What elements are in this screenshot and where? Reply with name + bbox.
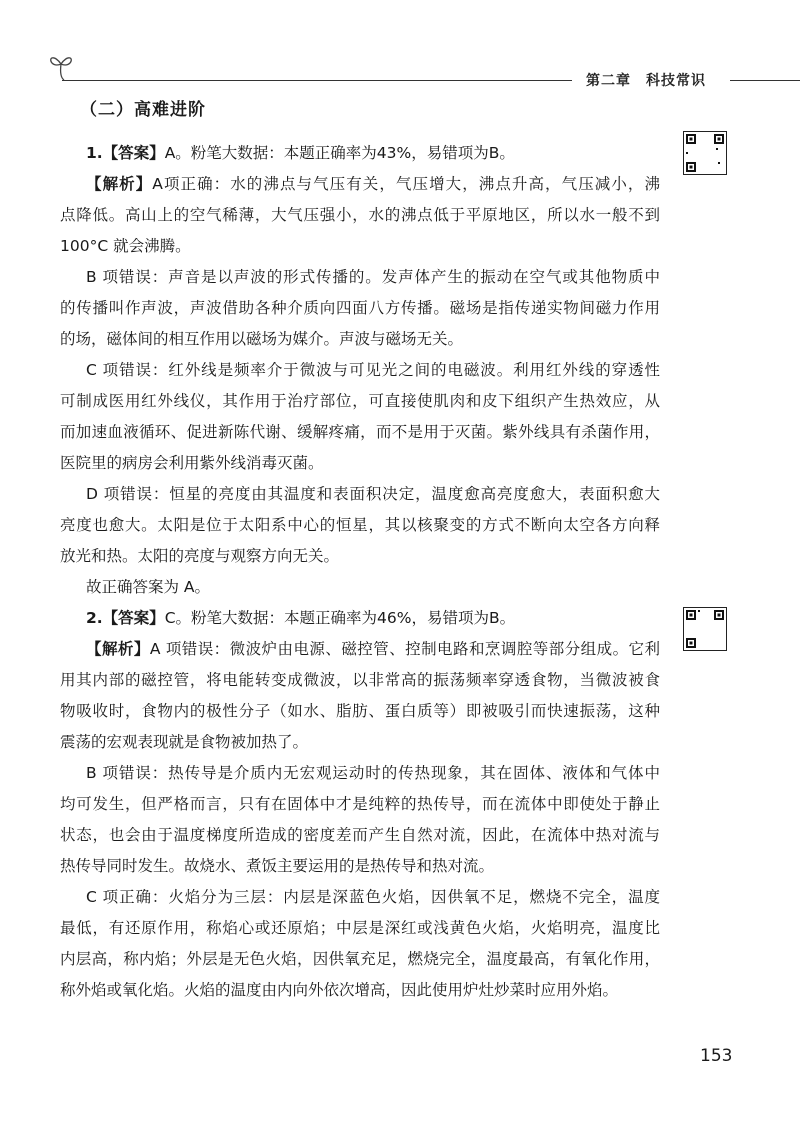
text-line (60, 541, 660, 572)
line-text: 的传播叫作声波，声波借助各种介质向四面八方传播。磁场是指传递实物间磁力作用 (60, 299, 660, 317)
line-text: 医院里的病房会利用紫外线消毒灭菌。 (60, 454, 324, 472)
qr-code-1[interactable] (683, 131, 727, 175)
paragraph (60, 479, 660, 572)
text-line (60, 262, 660, 293)
text-line (60, 510, 660, 541)
line-text: A 项错误：微波炉由电源、磁控管、控制电路和烹调腔等部分组成。它利 (149, 640, 660, 658)
bold-label: 【解析】 (86, 640, 150, 658)
line-text: 热传导同时发生。故烧水、煮饭主要运用的是热传导和热对流。 (60, 857, 495, 875)
line-text: 可制成医用红外线仪，其作用于治疗部位，可直接使肌肉和皮下组织产生热效应，从 (60, 392, 660, 410)
sprout-icon (46, 50, 76, 84)
line-text: 物吸收时，食物内的极性分子（如水、脂肪、蛋白质等）即被吸引而快速振荡，这种 (60, 702, 660, 720)
text-line (60, 789, 660, 820)
line-text: B 项错误：热传导是介质内无宏观运动时的传热现象，其在固体、液体和气体中 (86, 764, 660, 782)
text-line (60, 200, 660, 231)
paragraph (60, 882, 660, 1006)
paragraph (60, 169, 660, 262)
line-text: 用其内部的磁控管，将电能转变成微波，以非常高的振荡频率穿透食物，当微波被食 (60, 671, 660, 689)
line-text: 状态，也会由于温度梯度所造成的密度差而产生自然对流，因此，在流体中热对流与 (60, 826, 660, 844)
paragraph (60, 138, 660, 169)
paragraph (60, 758, 660, 882)
header-rule-right (730, 80, 800, 81)
text-line (60, 882, 660, 913)
text-line (60, 758, 660, 789)
text-line (60, 727, 660, 758)
line-text: 故正确答案为 A。 (86, 578, 211, 596)
text-line (60, 324, 660, 355)
bold-label: 2.【答案】 (86, 609, 165, 627)
text-line (60, 572, 660, 603)
line-text: C 项错误：红外线是频率介于微波与可见光之间的电磁波。利用红外线的穿透性 (86, 361, 660, 379)
line-text: 的场，磁体间的相互作用以磁场为媒介。声波与磁场无关。 (60, 330, 464, 348)
line-text: C 项正确：火焰分为三层：内层是深蓝色火焰，因供氧不足，燃烧不完全，温度 (86, 888, 660, 906)
paragraph (60, 355, 660, 479)
paragraph (60, 634, 660, 758)
text-line (60, 138, 660, 169)
text-line (60, 665, 660, 696)
text-line (60, 975, 660, 1006)
text-line (60, 696, 660, 727)
page-number: 153 (700, 1046, 733, 1066)
paragraph (60, 572, 660, 603)
text-line (60, 293, 660, 324)
text-line (60, 448, 660, 479)
chapter-title: 第二章 科技常识 (586, 73, 706, 89)
answer-body (60, 138, 660, 1006)
bold-label: 1.【答案】 (86, 144, 165, 162)
text-line (60, 386, 660, 417)
qr-code-2[interactable] (683, 607, 727, 651)
line-text: 而加速血液循环、促进新陈代谢、缓解疼痛，而不是用于灭菌。紫外线具有杀菌作用， (60, 423, 660, 441)
line-text: A。粉笔大数据：本题正确率为43%，易错项为B。 (164, 144, 515, 162)
line-text: B 项错误：声音是以声波的形式传播的。发声体产生的振动在空气或其他物质中 (86, 268, 660, 286)
bold-label: 【解析】 (86, 175, 153, 193)
text-line (60, 944, 660, 975)
line-text: 亮度也愈大。太阳是位于太阳系中心的恒星，其以核聚变的方式不断向太空各方向释 (60, 516, 660, 534)
line-text: 放光和热。太阳的亮度与观察方向无关。 (60, 547, 340, 565)
header-rule (62, 80, 572, 81)
line-text: 震荡的宏观表现就是食物被加热了。 (60, 733, 309, 751)
line-text: 内层高，称内焰；外层是无色火焰，因供氧充足，燃烧完全，温度最高，有氧化作用， (60, 950, 660, 968)
text-line (60, 603, 660, 634)
text-line (60, 355, 660, 386)
text-line (60, 851, 660, 882)
text-line (60, 417, 660, 448)
text-line (60, 169, 660, 200)
line-text: A项正确：水的沸点与气压有关，气压增大，沸点升高，气压减小，沸 (152, 175, 660, 193)
line-text: 最低，有还原作用，称焰心或还原焰；中层是深红或浅黄色火焰，火焰明亮，温度比 (60, 919, 660, 937)
section-title: （二）高难进阶 (80, 100, 206, 120)
line-text: C。粉笔大数据：本题正确率为46%，易错项为B。 (164, 609, 516, 627)
line-text: 100°C 就会沸腾。 (60, 237, 191, 255)
paragraph (60, 603, 660, 634)
paragraph (60, 262, 660, 355)
line-text: 称外焰或氧化焰。火焰的温度由内向外依次增高，因此使用炉灶炒菜时应用外焰。 (60, 981, 619, 999)
line-text: 点降低。高山上的空气稀薄，大气压强小，水的沸点低于平原地区，所以水一般不到 (60, 206, 660, 224)
text-line (60, 913, 660, 944)
line-text: D 项错误：恒星的亮度由其温度和表面积决定，温度愈高亮度愈大，表面积愈大 (86, 485, 660, 503)
text-line (60, 479, 660, 510)
text-line (60, 634, 660, 665)
text-line (60, 820, 660, 851)
text-line (60, 231, 660, 262)
line-text: 均可发生，但严格而言，只有在固体中才是纯粹的热传导，而在流体中即使处于静止 (60, 795, 660, 813)
